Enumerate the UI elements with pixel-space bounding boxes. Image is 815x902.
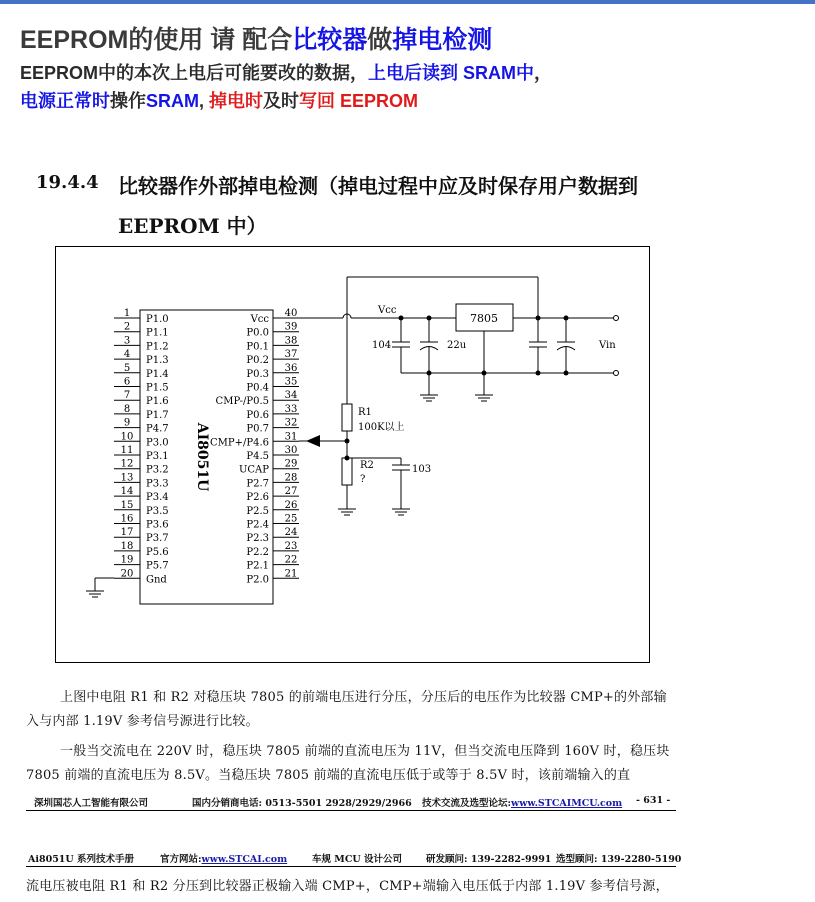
- pin-number: 25: [284, 513, 298, 525]
- pin-number: 31: [284, 431, 298, 443]
- pin-name: P1.2: [146, 341, 169, 353]
- pin-number: 6: [123, 376, 131, 388]
- pin-number: 2: [123, 321, 131, 333]
- ground-icon: [338, 509, 356, 515]
- pin-number: 37: [284, 349, 298, 361]
- footer-company: 深圳国芯人工智能有限公司: [34, 798, 149, 809]
- pin-number: 15: [120, 499, 134, 511]
- vin-label: Vin: [599, 340, 616, 351]
- footer-page: - 631 -: [636, 795, 671, 806]
- pin-number: 3: [123, 335, 131, 347]
- ground-icon: [86, 591, 104, 597]
- header-rd: 研发顾问: 139-2282-9991: [426, 854, 552, 865]
- junction-dots: [345, 316, 569, 461]
- pin-name: P0.2: [246, 355, 269, 367]
- pin-number: 19: [120, 554, 134, 566]
- pin-number: 40: [284, 308, 298, 319]
- pin-name: P4.5: [246, 451, 269, 462]
- pin-number: 23: [284, 540, 298, 552]
- pin-name: P0.1: [246, 341, 269, 353]
- resistor-r2: [342, 458, 352, 485]
- circuit-diagram: [55, 246, 650, 663]
- pin-number: 9: [123, 417, 131, 429]
- pin-number: 1: [123, 308, 131, 319]
- subtitle-part: 操作: [110, 91, 146, 111]
- subtitle-part: ,: [199, 91, 210, 111]
- pin-number: 29: [284, 458, 298, 470]
- footer-forum: [422, 795, 622, 809]
- pin-number: 7: [123, 390, 131, 402]
- r1-value: 100K以上: [358, 422, 405, 433]
- pin-name: P1.4: [146, 368, 169, 380]
- pin-name: CMP-/P0.5: [215, 396, 269, 408]
- pin-name: P0.4: [246, 382, 269, 394]
- pin-number: 32: [284, 417, 298, 429]
- footer-phone: 国内分销商电话: 0513-5501 2928/2929/2966: [192, 798, 412, 809]
- slide-subtitle-2: [20, 87, 418, 113]
- paragraph-1-text: 上图中电阻 R1 和 R2 对稳压块 7805 的前端电压进行分压，分压后的电压作为比较器 CMP+的外部输入与内部 1.19V 参考信号源进行比较。: [26, 690, 667, 729]
- pin-name: P2.1: [246, 560, 269, 572]
- header-dept: 车规 MCU 设计公司: [312, 854, 402, 865]
- pin-name: P1.1: [146, 327, 169, 339]
- cap-22u-label: 22u: [447, 340, 467, 351]
- subtitle-part: 电源正常时: [20, 91, 110, 111]
- pin-name: P1.0: [146, 314, 169, 325]
- pin-name: P0.0: [246, 327, 269, 339]
- pin-name: P0.6: [246, 409, 269, 421]
- pin-number: 18: [120, 540, 134, 552]
- pin-name: Gnd: [146, 574, 167, 586]
- pin-name: P2.5: [246, 505, 269, 517]
- pin-number: 22: [284, 554, 298, 566]
- pin-name: P5.7: [146, 560, 169, 572]
- pin-name: P0.3: [246, 368, 269, 380]
- subtitle-part: EEPROM中的本次上电后可能要改的数据，: [20, 63, 369, 83]
- pin-name: P1.5: [146, 382, 169, 394]
- paragraph-2-text: 一般当交流电在 220V 时，稳压块 7805 前端的直流电压为 11V，但当交流电压降到 160V 时，稳压块 7805 前端的直流电压为 8.5V。当稳压块 7805 前端的直流电压低于或等于 8.5V 时，该前端输入的直: [26, 744, 670, 783]
- header-site: [160, 851, 287, 865]
- header-sel: 选型顾问: 139-2280-5190: [556, 854, 682, 865]
- pin-name: P5.6: [146, 546, 169, 558]
- vin-terminal-top: [614, 316, 619, 321]
- pin-number: 39: [284, 321, 298, 333]
- r1-label: R1: [358, 407, 372, 418]
- section-number: 19.4.4: [36, 172, 99, 193]
- pin-name: P2.0: [246, 574, 269, 586]
- title-part: 掉电检测: [392, 26, 493, 54]
- pin-number: 20: [120, 568, 134, 580]
- pin-number: 27: [284, 486, 298, 498]
- pin-name: P0.7: [246, 423, 269, 435]
- pin-number: 35: [284, 376, 298, 388]
- pin-name: P2.7: [246, 478, 269, 490]
- top-accent-bar: [0, 0, 815, 4]
- pin-number: 38: [284, 335, 298, 347]
- paragraph-2: [26, 740, 676, 788]
- pin-name: P1.3: [146, 355, 169, 367]
- vin-terminal-bottom: [614, 371, 619, 376]
- chip-name: AI8051U: [194, 422, 210, 492]
- section-title-cont: EEPROM 中）: [118, 214, 267, 238]
- subtitle-part: 掉电时: [209, 91, 264, 111]
- pin-number: 16: [120, 513, 134, 525]
- pin-name: P3.4: [146, 492, 169, 504]
- pin-number: 13: [120, 472, 134, 484]
- header-manual: Ai8051U 系列技术手册: [28, 854, 135, 865]
- header-site-label: 官方网站:: [160, 854, 202, 865]
- pin-name: P3.5: [146, 505, 169, 517]
- pin-number: 33: [284, 403, 298, 415]
- pin-name: P3.2: [146, 464, 169, 476]
- title-part: 比较器: [292, 26, 368, 54]
- subtitle-part: 上电后读到 SRAM中: [368, 63, 535, 83]
- pin-number: 28: [284, 472, 298, 484]
- arrow-left-icon: [306, 435, 320, 447]
- pin-number: 14: [120, 486, 134, 498]
- pin-number: 34: [284, 390, 298, 402]
- left-pins: [114, 308, 169, 585]
- right-pins: [210, 308, 299, 585]
- pin-name: P2.3: [246, 533, 269, 545]
- pin-name: P1.6: [146, 396, 169, 408]
- ground-icon: [475, 395, 493, 401]
- pin-number: 30: [284, 445, 298, 456]
- pin-name: P2.2: [246, 546, 269, 558]
- paragraph-3: 流电压被电阻 R1 和 R2 分压到比较器正极输入端 CMP+，CMP+端输入电压低于内部 1.19V 参考信号源，: [26, 879, 669, 894]
- vcc-label: Vcc: [378, 305, 397, 316]
- title-part: EEPROM的使用 请 配合: [20, 26, 293, 54]
- paragraph-1: [26, 686, 676, 734]
- resistor-r1: [342, 404, 352, 431]
- cap-103-label: 103: [412, 464, 432, 475]
- subtitle-part: SRAM: [146, 91, 199, 111]
- footer-rule: [26, 810, 676, 811]
- ground-icon: [420, 395, 438, 401]
- pin-number: 5: [123, 362, 131, 374]
- pin-name: UCAP: [238, 464, 269, 476]
- pin-number: 17: [120, 527, 134, 539]
- regulator-label: 7805: [470, 312, 498, 325]
- pin-name: P3.3: [146, 478, 169, 490]
- pin-name: P4.7: [146, 423, 169, 435]
- pin-name: P3.0: [146, 437, 169, 449]
- r2-value: ?: [360, 474, 366, 485]
- pin-number: 8: [123, 403, 131, 415]
- pin-number: 10: [120, 431, 134, 443]
- ground-icon: [392, 509, 410, 515]
- r2-label: R2: [360, 460, 374, 471]
- pin-name: P3.1: [146, 451, 169, 462]
- pin-name: P3.6: [146, 519, 169, 531]
- cap-104-label: 104: [372, 340, 392, 351]
- title-part: 做: [367, 26, 393, 54]
- circuit-svg: [56, 247, 651, 664]
- subtitle-part: ，: [534, 63, 553, 83]
- pin-name: Vcc: [250, 314, 269, 325]
- pin-number: 36: [284, 362, 298, 374]
- pin-number: 12: [120, 458, 134, 470]
- pin-name: P2.6: [246, 492, 269, 504]
- pin-name: CMP+/P4.6: [210, 437, 269, 449]
- footer-forum-link[interactable]: www.STCAIMCU.com: [511, 798, 623, 809]
- pin-number: 26: [284, 499, 298, 511]
- subtitle-part: 写回 EEPROM: [299, 91, 419, 111]
- pin-name: P2.4: [246, 519, 269, 531]
- slide-subtitle-1: [20, 59, 552, 85]
- footer-forum-label: 技术交流及选型论坛:: [422, 798, 512, 809]
- slide-title: [20, 20, 492, 56]
- pin-number: 24: [284, 527, 298, 539]
- pin-number: 11: [120, 445, 134, 456]
- pin-number: 21: [284, 568, 298, 580]
- section-title: 比较器作外部掉电检测（掉电过程中应及时保存用户数据到: [118, 174, 638, 198]
- pin-number: 4: [123, 349, 131, 361]
- pin-name: P1.7: [146, 409, 169, 421]
- subtitle-part: 及时: [263, 91, 300, 111]
- header-site-link[interactable]: www.STCAI.com: [201, 854, 288, 865]
- pin-name: P3.7: [146, 533, 169, 545]
- header-rule: [26, 866, 676, 867]
